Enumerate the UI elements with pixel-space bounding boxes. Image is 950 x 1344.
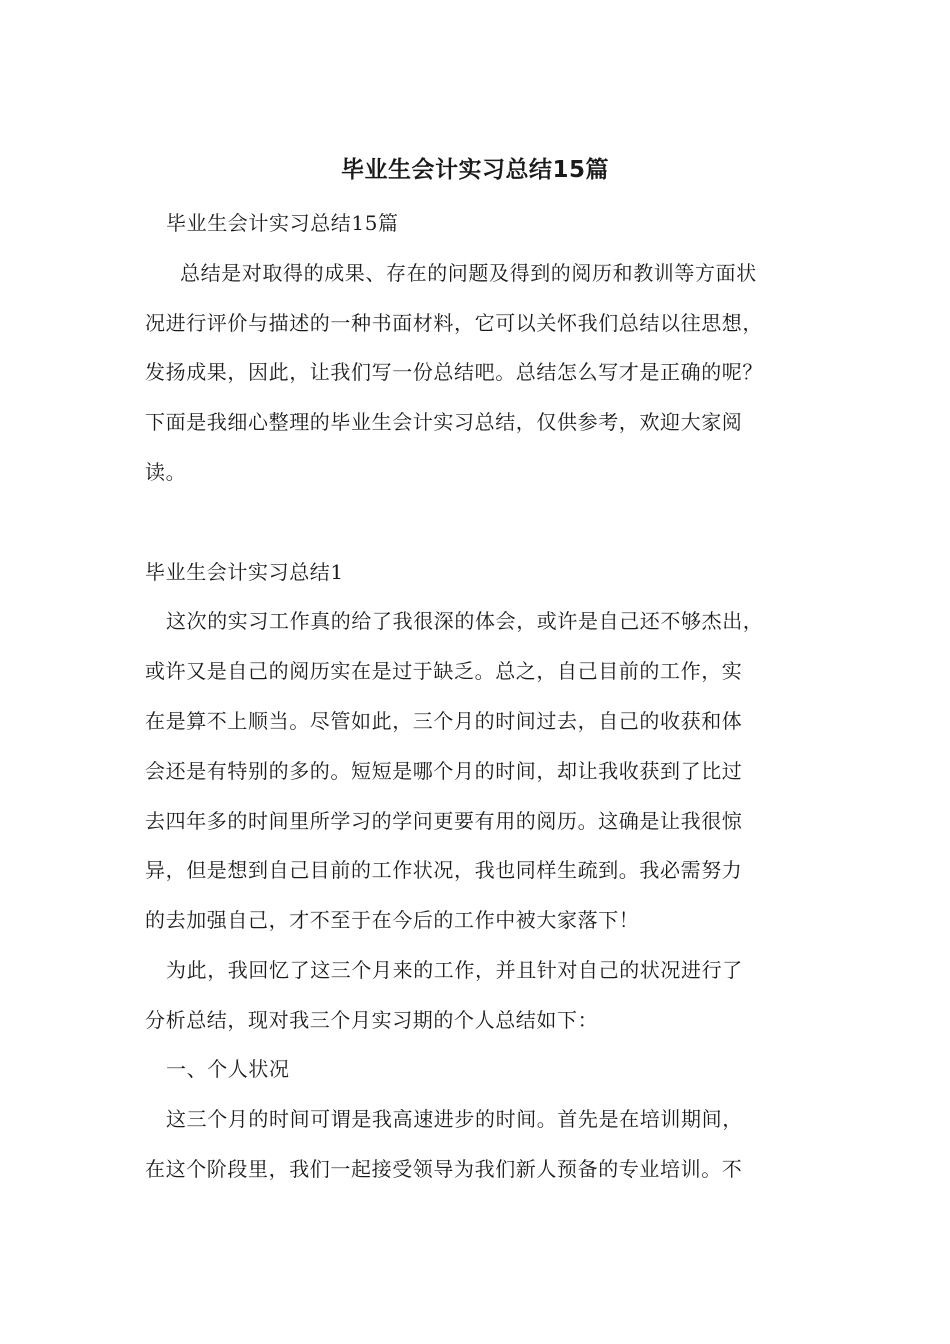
paragraph-line: 这三个月的时间可谓是我高速进步的时间。首先是在培训期间， [166, 1107, 743, 1131]
paragraph-line: 会还是有特别的多的。短短是哪个月的时间，却让我收获到了比过 [145, 759, 743, 783]
paragraph-line: 发扬成果，因此，让我们写一份总结吧。总结怎么写才是正确的呢？ [145, 360, 763, 384]
paragraph-line: 在是算不上顺当。尽管如此，三个月的时间过去，自己的收获和体 [145, 709, 743, 733]
paragraph-line: 况进行评价与描述的一种书面材料，它可以关怀我们总结以往思想， [145, 311, 763, 335]
paragraph-line: 异，但是想到自己目前的工作状况，我也同样生疏到。我必需努力 [145, 858, 743, 882]
paragraph-line: 总结是对取得的成果、存在的问题及得到的阅历和教训等方面状 [180, 261, 757, 285]
paragraph-line: 在这个阶段里，我们一起接受领导为我们新人预备的专业培训。不 [145, 1157, 743, 1181]
paragraph-line: 分析总结，现对我三个月实习期的个人总结如下： [145, 1008, 599, 1032]
paragraph-line: 去四年多的时间里所学习的学问更要有用的阅历。这确是让我很惊 [145, 809, 743, 833]
section-heading: 毕业生会计实习总结1 [145, 560, 344, 584]
subsection-heading: 一、个人状况 [166, 1057, 290, 1081]
paragraph-line: 的去加强自己，才不至于在今后的工作中被大家落下！ [145, 908, 640, 932]
paragraph-line: 或许又是自己的阅历实在是过于缺乏。总之，自己目前的工作，实 [145, 659, 743, 683]
document-title: 毕业生会计实习总结15篇 [340, 157, 609, 183]
paragraph-line: 为此，我回忆了这三个月来的工作，并且针对自己的状况进行了 [166, 958, 743, 982]
paragraph-line: 下面是我细心整理的毕业生会计实习总结，仅供参考，欢迎大家阅 [145, 410, 743, 434]
paragraph-line: 这次的实习工作真的给了我很深的体会，或许是自己还不够杰出， [166, 609, 764, 633]
subtitle-line: 毕业生会计实习总结15篇 [166, 211, 399, 235]
paragraph-line: 读。 [145, 460, 187, 484]
